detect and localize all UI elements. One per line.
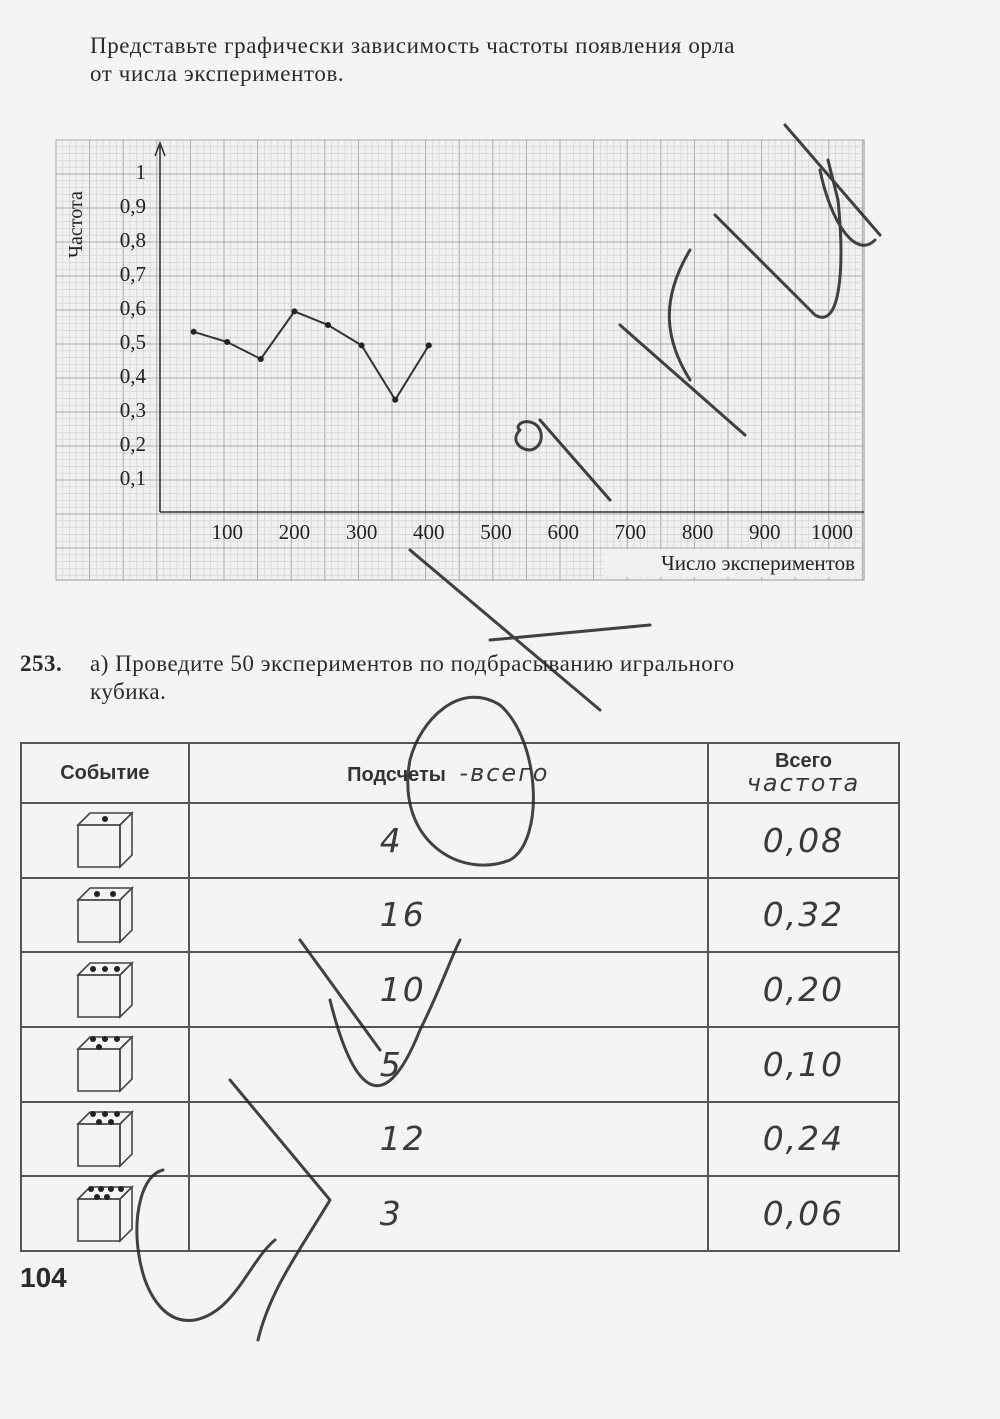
count-cell: 3 <box>189 1176 708 1251</box>
x-axis-label: Число экспериментов <box>661 551 855 575</box>
header-counts-note: -всего <box>459 759 550 787</box>
header-total-note: частота <box>746 769 861 797</box>
x-tick-label: 300 <box>345 520 378 544</box>
die-2-icon <box>70 882 140 948</box>
table-header-row <box>21 743 899 803</box>
table-row <box>21 1176 899 1251</box>
header-total-label: Всего <box>774 750 832 772</box>
task-line-1: а) Проведите 50 экспериментов по подбрасыванию игрального <box>90 651 735 676</box>
y-tick-label: 0,8 <box>119 228 146 252</box>
data-point <box>258 356 264 362</box>
page-number: 104 <box>20 1262 67 1293</box>
x-tick-label: 100 <box>211 520 243 544</box>
x-tick-label: 400 <box>413 520 445 544</box>
y-tick-label: 0,6 <box>119 296 146 320</box>
table-row <box>21 952 899 1027</box>
frequency-cell: 0,24 <box>708 1102 899 1177</box>
event-cell <box>21 1027 189 1102</box>
y-tick-label: 0,9 <box>119 194 146 218</box>
task-number: 253. <box>20 651 63 676</box>
frequency-chart <box>0 0 1000 640</box>
count-cell: 16 <box>189 878 708 953</box>
header-total <box>708 743 899 803</box>
die-6-icon <box>70 1181 140 1247</box>
y-tick-label: 0,3 <box>119 398 146 422</box>
event-cell <box>21 803 189 878</box>
data-point <box>224 339 230 345</box>
frequency-cell: 0,20 <box>708 952 899 1027</box>
data-point <box>426 342 432 348</box>
instruction-line-1: Представьте графически зависимость частоты появления орла <box>90 33 736 58</box>
count-cell: 5 <box>189 1027 708 1102</box>
x-tick-label: 800 <box>681 520 714 544</box>
table-row <box>21 1102 899 1177</box>
dice-results-table <box>20 742 900 1252</box>
data-point <box>291 308 297 314</box>
x-tick-label: 1000 <box>811 520 853 544</box>
y-tick-label: 0,2 <box>119 432 146 456</box>
task-253 <box>20 650 905 706</box>
data-point <box>359 342 365 348</box>
data-point <box>325 322 331 328</box>
x-tick-label: 600 <box>547 520 579 544</box>
instruction-line-2: от числа экспериментов. <box>90 61 345 86</box>
event-cell <box>21 1102 189 1177</box>
count-cell: 10 <box>189 952 708 1027</box>
table-row <box>21 878 899 953</box>
frequency-cell: 0,10 <box>708 1027 899 1102</box>
event-cell <box>21 1176 189 1251</box>
x-tick-label: 200 <box>278 520 311 544</box>
y-axis-label: Частота <box>65 191 87 258</box>
frequency-cell: 0,06 <box>708 1176 899 1251</box>
frequency-cell: 0,08 <box>708 803 899 878</box>
task-line-2: кубика. <box>90 679 167 704</box>
y-tick-label: 0,1 <box>119 466 146 490</box>
y-tick-label: 0,5 <box>119 330 146 354</box>
y-tick-label: 1 <box>135 160 146 184</box>
die-5-icon <box>70 1106 140 1172</box>
x-tick-label: 700 <box>614 520 647 544</box>
x-tick-label: 500 <box>480 520 512 544</box>
count-cell: 4 <box>189 803 708 878</box>
header-counts <box>189 743 708 803</box>
event-cell <box>21 952 189 1027</box>
header-event: Событие <box>21 743 189 803</box>
y-tick-label: 0,7 <box>119 262 146 286</box>
die-4-icon <box>70 1031 140 1097</box>
event-cell <box>21 878 189 953</box>
count-cell: 12 <box>189 1102 708 1177</box>
die-3-icon <box>70 957 140 1023</box>
table-row <box>21 1027 899 1102</box>
x-tick-label: 900 <box>749 520 781 544</box>
data-point <box>191 329 197 335</box>
header-counts-label: Подсчеты <box>347 764 446 786</box>
frequency-cell: 0,32 <box>708 878 899 953</box>
y-tick-label: 0,4 <box>119 364 146 388</box>
table-row <box>21 803 899 878</box>
data-point <box>392 397 398 403</box>
die-1-icon <box>70 807 140 873</box>
